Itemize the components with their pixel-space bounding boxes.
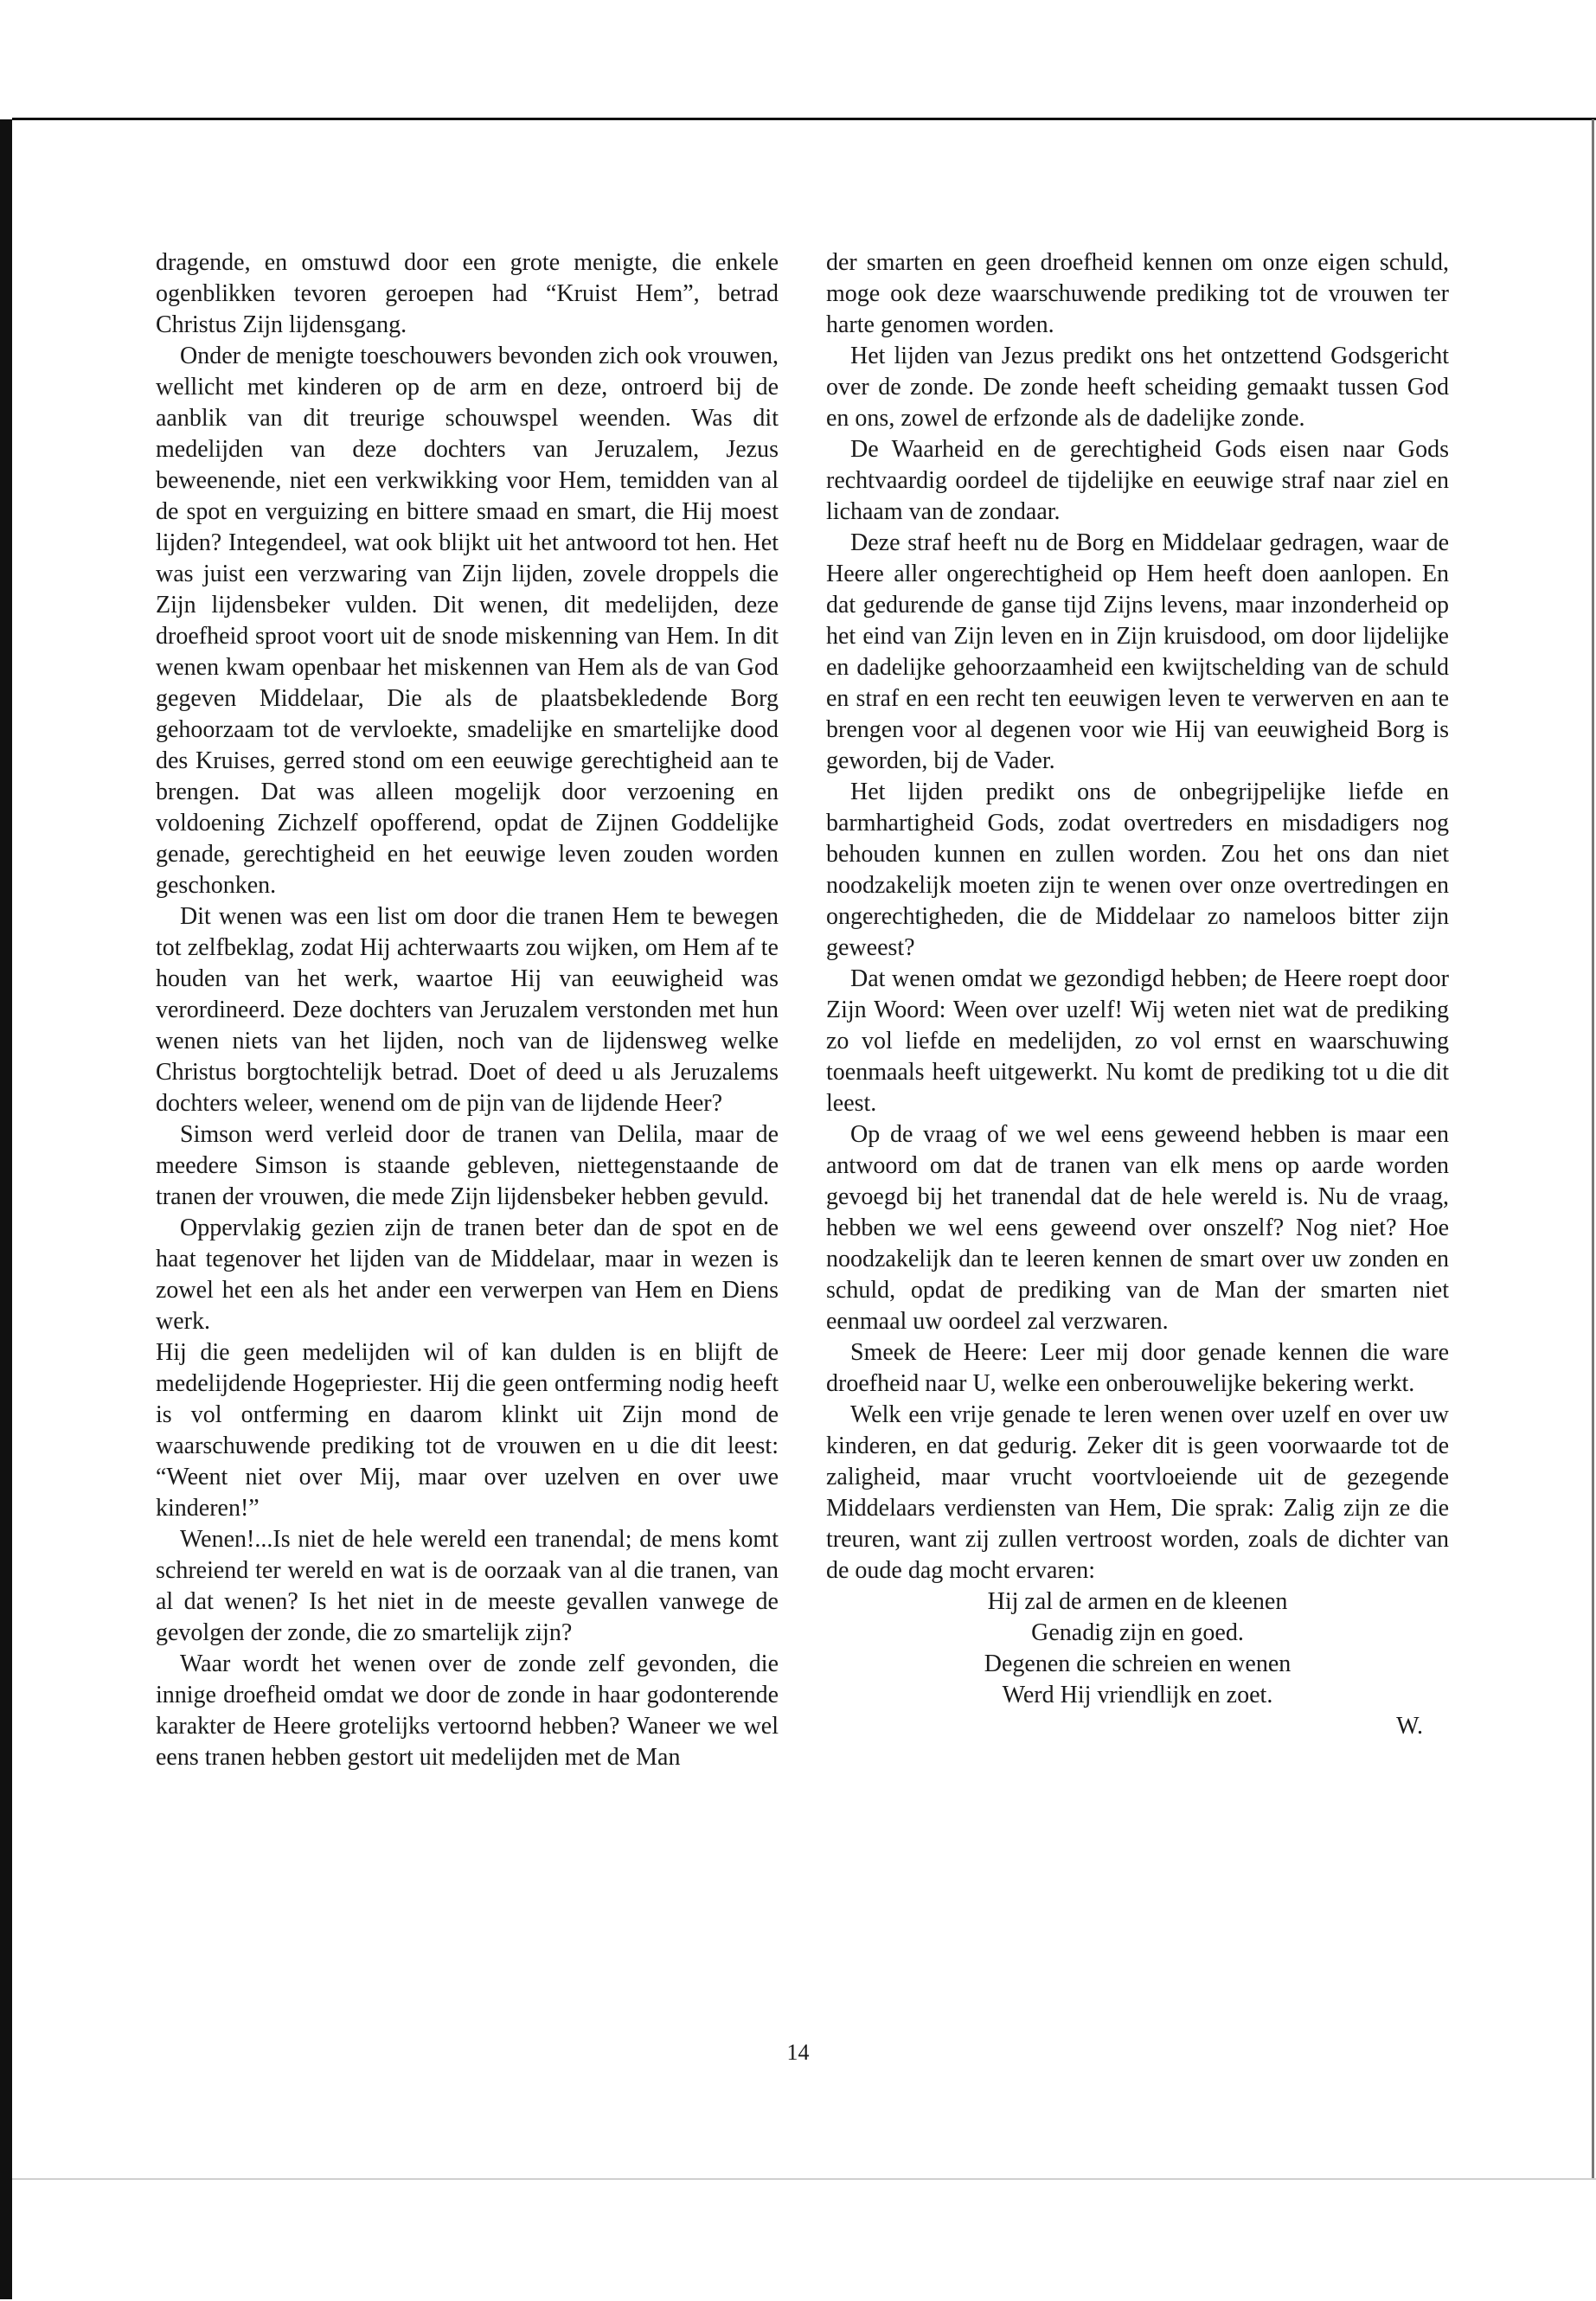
verse-line: Werd Hij vriendlijk en zoet.: [1002, 1682, 1273, 1708]
author-signature: W.: [1396, 1713, 1423, 1740]
left-paragraph-1: dragende, en omstuwd door een grote menigte, die enkele ogenblikken tevoren geroepen had “Kruist Hem”, betrad Christus Zijn lijdensgang.: [156, 249, 779, 338]
verse-line: Hij zal de armen en de kleenen: [987, 1588, 1288, 1615]
left-paragraph-6: Hij die geen medelijden wil of kan dulden is en blijft de medelijdende Hogepriester. Hij die geen ontferming nodig heeft is vol ontferming en daarom klinkt uit Zijn mond de waarschuwende prediking tot de vrouwen en u die dit leest: “Weent niet over Mij, maar over uzelven en over uwe kinderen!”: [156, 1339, 779, 1522]
poem-verse: [826, 1586, 1449, 1711]
right-paragraph-7: Op de vraag of we wel eens geweend hebben is maar een antwoord om dat de tranen van elk mens op aarde worden gevoegd bij het tranendal dat de hele wereld is. Nu de vraag, hebben we wel eens geweend over onszelf? Nog niet? Hoe noodzakelijk dan te leeren kennen de smart over uw zonden en schuld, opdat de prediking van de Man der smarten niet eenmaal uw oordeel zal verzwaren.: [826, 1121, 1449, 1335]
verse-line: Degenen die schreien en wenen: [984, 1650, 1292, 1677]
right-paragraph-3: De Waarheid en de gerechtigheid Gods eisen naar Gods rechtvaardig oordeel de tijdelijke en eeuwige straf naar ziel en lichaam van de zondaar.: [826, 436, 1449, 525]
right-paragraph-8: Smeek de Heere: Leer mij door genade kennen die ware droefheid naar U, welke een onberouwelijke bekering werkt.: [826, 1339, 1449, 1397]
scan-border-right: [1592, 119, 1594, 2178]
right-paragraph-2: Het lijden van Jezus predikt ons het ontzettend Godsgericht over de zonde. De zonde heeft scheiding gemaakt tussen God en ons, zowel de erfzonde als de dadelijke zonde.: [826, 343, 1449, 432]
left-paragraph-3: Dit wenen was een list om door die tranen Hem te bewegen tot zelfbeklag, zodat Hij achterwaarts zou wijken, om Hem af te houden van het werk, waartoe Hij van eeuwigheid was verordineerd. Deze dochters van Jeruzalem verstonden met hun wenen niets van het lijden, noch van de lijdensweg welke Christus borgtochtelijk betrad. Doet of deed u als Jeruzalems dochters weleer, wenend om de pijn van de lijdende Heer?: [156, 903, 779, 1117]
right-paragraph-5: Het lijden predikt ons de onbegrijpelijke liefde en barmhartigheid Gods, zodat overtreders en misdadigers nog behouden kunnen en zullen worden. Zou het ons dan niet noodzakelijk moeten zijn te wenen over onze overtredingen en ongerechtigheden, die de Middelaar zo nameloos bitter zijn geweest?: [826, 779, 1449, 961]
right-paragraph-9: Welk een vrije genade te leren wenen over uzelf en over uw kinderen, en dat gedurig. Zeker dit is geen voorwaarde tot de zaligheid, maar vrucht voortvloeiende uit de gezegende Middelaars verdiensten van Hem, Die sprak: Zalig zijn ze die treuren, want zij zullen vertroost worden, zoals de dichter van de oude dag mocht ervaren:: [826, 1401, 1449, 1584]
left-paragraph-5: Oppervlakig gezien zijn de tranen beter dan de spot en de haat tegenover het lijden van de Middelaar, maar in wezen is zowel het een als het ander een verwerpen van Hem en Diens werk.: [156, 1215, 779, 1335]
scan-border-left: [0, 119, 12, 2299]
left-paragraph-2: Onder de menigte toeschouwers bevonden zich ook vrouwen, wellicht met kinderen op de arm en deze, ontroerd bij de aanblik van dit treurige schouwspel weenden. Was dit medelijden van deze dochters van Jeruzalem, Jezus beweenende, niet een verkwikking voor Hem, temidden van al de spot en verguizing en bittere smaad en smart, die Hij moest lijden? Integendeel, wat ook blijkt uit het antwoord tot hen. Het was juist een verzwaring van Zijn lijden, zovele droppels die Zijn lijdensbeker vulden. Dit wenen, dit medelijden, deze droefheid sproot voort uit de snode miskenning van Hem. In dit wenen kwam openbaar het miskennen van Hem als de van God gegeven Middelaar, Die als de plaatsbekledende Borg gehoorzaam tot de vervloekte, smadelijke en smartelijke dood des Kruises, gerred stond om een eeuwige gerechtigheid aan te brengen. Dat was alleen mogelijk door verzoening en voldoening Zichzelf opofferend, opdat de Zijnen Goddelijke genade, gerechtigheid en het eeuwige leven zouden worden geschonken.: [156, 343, 779, 899]
left-paragraph-4: Simson werd verleid door de tranen van Delila, maar de meedere Simson is staande gebleven, niettegenstaande de tranen der vrouwen, die mede Zijn lijdensbeker hebben gevuld.: [156, 1121, 779, 1210]
right-paragraph-4: Deze straf heeft nu de Borg en Middelaar gedragen, waar de Heere aller ongerechtigheid op Hem heeft doen aanlopen. En dat gedurende de ganse tijd Zijns levens, maar inzonderheid op het eind van Zijn leven en in Zijn kruisdood, om door lijdelijke en dadelijke gehoorzaamheid een kwijtschelding van de schuld en straf en een recht ten eeuwigen leven te verwerven en aan te brengen voor al degenen voor wie Hij van eeuwigheid Borg is geworden, bij de Vader.: [826, 529, 1449, 774]
left-paragraph-7: Wenen!...Is niet de hele wereld een tranendal; de mens komt schreiend ter wereld en wat is de oorzaak van al die tranen, van al dat wenen? Is het niet in de meeste gevallen vanwege de gevolgen der zonde, die zo smartelijk zijn?: [156, 1526, 779, 1646]
scan-border-top: [12, 118, 1596, 120]
verse-line: Genadig zijn en goed.: [1031, 1619, 1244, 1646]
scan-border-bottom: [12, 2178, 1596, 2180]
right-paragraph-1: der smarten en geen droefheid kennen om onze eigen schuld, moge ook deze waarschuwende prediking tot de vrouwen ter harte genomen worden.: [826, 249, 1449, 338]
page-number: 14: [786, 2040, 810, 2065]
left-column: [156, 247, 779, 1773]
right-column: [826, 247, 1449, 1742]
right-paragraph-6: Dat wenen omdat we gezondigd hebben; de Heere roept door Zijn Woord: Ween over uzelf! Wij weten niet wat de prediking zo vol liefde en medelijden, zo vol ernst en waarschuwing toenmaals heeft uitgewerkt. Nu komt de prediking tot u die dit leest.: [826, 965, 1449, 1117]
left-paragraph-8: Waar wordt het wenen over de zonde zelf gevonden, die innige droefheid omdat we door de zonde in haar godonterende karakter de Heere grotelijks vertoornd hebben? Waneer we wel eens tranen hebben gestort uit medelijden met de Man: [156, 1650, 779, 1771]
